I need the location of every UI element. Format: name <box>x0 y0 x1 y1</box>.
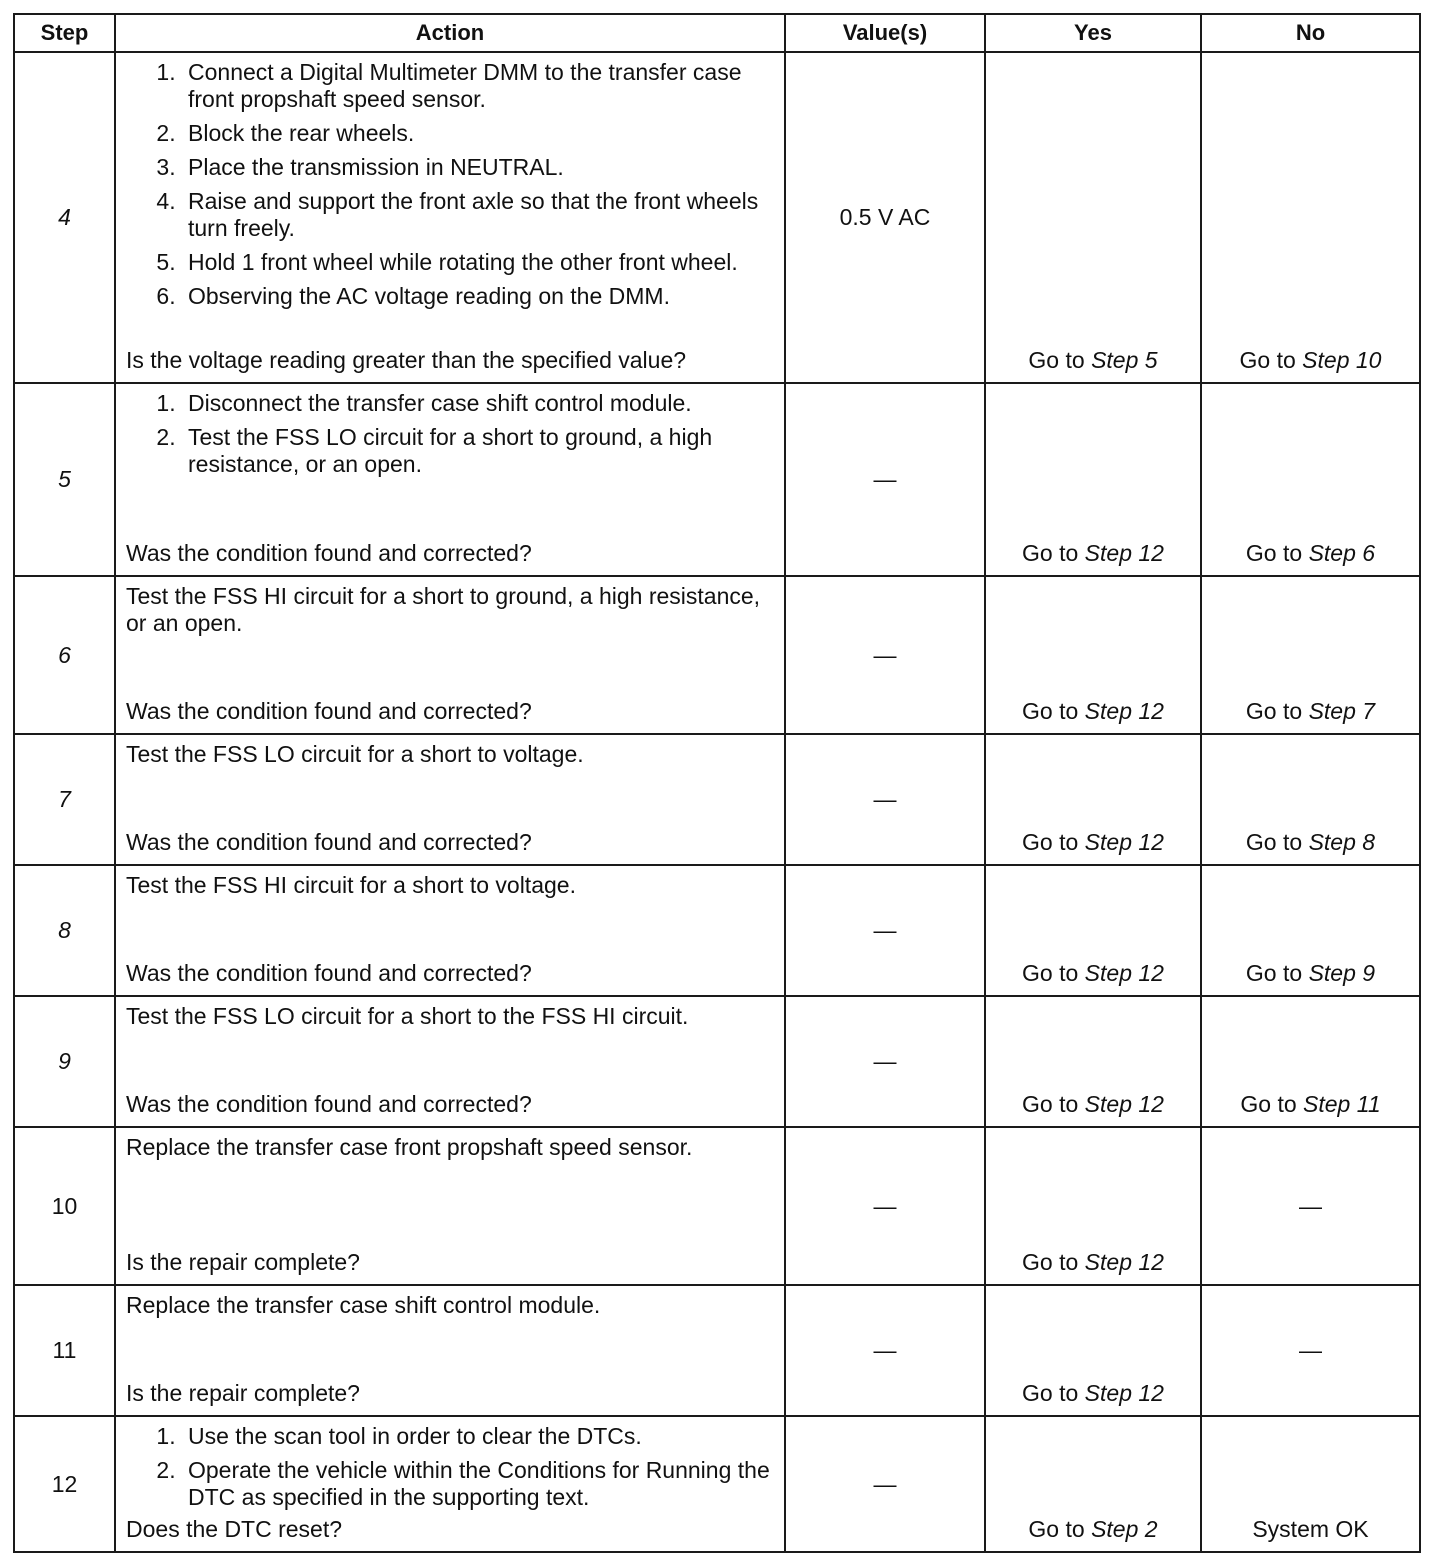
no-goto <box>1246 960 1375 986</box>
action-cell <box>115 865 785 996</box>
action-question: Was the condition found and corrected? <box>126 1091 532 1117</box>
value-cell: 0.5 V AC <box>785 52 985 383</box>
action-step: 2. Block the rear wheels. <box>182 120 776 147</box>
goto-target: Step 12 <box>1084 698 1164 724</box>
action-cell <box>115 576 785 734</box>
value-cell: — <box>785 1127 985 1285</box>
action-text: Replace the transfer case front propshaft speed sensor. <box>126 1134 693 1160</box>
action-content <box>126 384 776 573</box>
yes-cell <box>985 576 1201 734</box>
no-goto <box>1246 698 1375 724</box>
table-row <box>14 576 1420 734</box>
action-question: Is the repair complete? <box>126 1249 360 1275</box>
goto-target: Step 12 <box>1084 1249 1164 1275</box>
header-step: Step <box>14 14 115 52</box>
header-action: Action <box>115 14 785 52</box>
no-cell <box>1201 52 1420 383</box>
action-step: 3. Place the transmission in NEUTRAL. <box>182 154 776 181</box>
action-question: Was the condition found and corrected? <box>126 829 532 855</box>
action-content <box>126 1417 776 1549</box>
goto-prefix: Go to <box>1245 829 1303 855</box>
diagnostic-table <box>13 13 1421 1553</box>
yes-cell <box>985 734 1201 865</box>
action-content <box>126 53 776 380</box>
yes-cell <box>985 1285 1201 1416</box>
goto-target: Step 7 <box>1308 698 1376 724</box>
value-cell: — <box>785 576 985 734</box>
no-goto <box>1246 540 1375 566</box>
action-step: 2. Test the FSS LO circuit for a short to ground, a high resistance, or an open. <box>182 424 776 478</box>
goto-target: Step 9 <box>1308 960 1376 986</box>
goto-target: Step 10 <box>1302 347 1382 373</box>
goto-target: Step 5 <box>1091 347 1158 373</box>
table-row <box>14 1285 1420 1416</box>
action-question: Was the condition found and corrected? <box>126 540 532 566</box>
action-cell <box>115 996 785 1127</box>
table-row <box>14 1416 1420 1552</box>
goto-target: Step 2 <box>1091 1516 1158 1542</box>
table-row <box>14 52 1420 383</box>
goto-prefix: Go to <box>1028 1516 1085 1542</box>
goto-prefix: Go to <box>1239 347 1296 373</box>
yes-goto <box>1022 1380 1164 1406</box>
no-cell <box>1201 996 1420 1127</box>
goto-target: Step 8 <box>1308 829 1376 855</box>
goto-target: Step 6 <box>1308 540 1376 566</box>
goto-prefix: Go to <box>1028 347 1085 373</box>
table-row <box>14 865 1420 996</box>
goto-prefix: Go to <box>1245 698 1303 724</box>
action-question: Was the condition found and corrected? <box>126 698 532 724</box>
yes-goto <box>1022 698 1164 724</box>
table-row <box>14 1127 1420 1285</box>
goto-prefix: Go to <box>1022 1091 1079 1117</box>
action-text: Test the FSS HI circuit for a short to ground, a high resistance, or an open. <box>126 583 761 636</box>
action-cell <box>115 52 785 383</box>
action-text: Test the FSS LO circuit for a short to voltage. <box>126 741 584 767</box>
header-values: Value(s) <box>785 14 985 52</box>
step-number: 11 <box>14 1285 115 1416</box>
action-step: 6. Observing the AC voltage reading on the DMM. <box>182 283 776 310</box>
yes-goto <box>1022 829 1164 855</box>
action-content <box>126 1128 776 1282</box>
yes-goto <box>1028 347 1157 373</box>
action-step-list <box>126 59 776 310</box>
action-question: Does the DTC reset? <box>126 1516 343 1542</box>
no-goto <box>1240 347 1382 373</box>
action-step: 5. Hold 1 front wheel while rotating the other front wheel. <box>182 249 776 276</box>
step-number: 6 <box>14 576 115 734</box>
diagnostic-table-page <box>13 13 1419 1553</box>
table-row <box>14 734 1420 865</box>
header-yes: Yes <box>985 14 1201 52</box>
action-content <box>126 577 776 731</box>
no-goto <box>1246 829 1375 855</box>
no-cell: — <box>1201 1285 1420 1416</box>
action-step: 1. Use the scan tool in order to clear the DTCs. <box>182 1423 776 1450</box>
value-cell: — <box>785 996 985 1127</box>
goto-prefix: Go to <box>1022 1380 1079 1406</box>
no-goto <box>1240 1091 1380 1117</box>
action-content <box>126 997 776 1124</box>
header-row <box>14 14 1420 52</box>
yes-cell <box>985 1127 1201 1285</box>
goto-prefix: Go to <box>1022 1249 1079 1275</box>
step-number: 5 <box>14 383 115 576</box>
step-number: 8 <box>14 865 115 996</box>
action-content <box>126 866 776 993</box>
no-cell <box>1201 734 1420 865</box>
goto-target: Step 12 <box>1084 829 1164 855</box>
yes-cell <box>985 865 1201 996</box>
step-number: 10 <box>14 1127 115 1285</box>
step-number: 7 <box>14 734 115 865</box>
goto-prefix: Go to <box>1245 960 1303 986</box>
yes-goto <box>1022 960 1164 986</box>
action-step-list <box>126 390 776 485</box>
no-cell: — <box>1201 1127 1420 1285</box>
goto-prefix: Go to <box>1022 829 1079 855</box>
yes-goto <box>1022 1249 1164 1275</box>
action-cell <box>115 1127 785 1285</box>
goto-prefix: Go to <box>1022 698 1079 724</box>
action-text: Test the FSS LO circuit for a short to the FSS HI circuit. <box>126 1003 689 1029</box>
value-cell: — <box>785 734 985 865</box>
step-number: 12 <box>14 1416 115 1552</box>
value-cell: — <box>785 865 985 996</box>
value-cell: — <box>785 383 985 576</box>
action-text: Test the FSS HI circuit for a short to voltage. <box>126 872 576 898</box>
action-cell <box>115 734 785 865</box>
yes-cell <box>985 996 1201 1127</box>
table-row <box>14 383 1420 576</box>
no-cell: System OK <box>1201 1416 1420 1552</box>
yes-cell <box>985 383 1201 576</box>
no-cell <box>1201 865 1420 996</box>
action-question: Is the repair complete? <box>126 1380 360 1406</box>
action-step-list <box>126 1423 776 1511</box>
action-question: Was the condition found and corrected? <box>126 960 532 986</box>
goto-target: Step 12 <box>1084 1091 1164 1117</box>
yes-cell <box>985 1416 1201 1552</box>
yes-cell <box>985 52 1201 383</box>
goto-target: Step 12 <box>1084 960 1164 986</box>
action-step: 2. Operate the vehicle within the Conditions for Running the DTC as specified in the supporting text. <box>182 1457 776 1511</box>
step-number: 4 <box>14 52 115 383</box>
goto-target: Step 11 <box>1303 1091 1381 1117</box>
yes-goto <box>1022 540 1164 566</box>
action-step: 1. Connect a Digital Multimeter DMM to the transfer case front propshaft speed sensor. <box>182 59 776 113</box>
action-cell <box>115 1416 785 1552</box>
yes-goto <box>1028 1516 1157 1542</box>
action-step: 1. Disconnect the transfer case shift control module. <box>182 390 776 417</box>
header-no: No <box>1201 14 1420 52</box>
action-question: Is the voltage reading greater than the specified value? <box>126 347 687 373</box>
goto-prefix: Go to <box>1022 960 1079 986</box>
goto-target: Step 12 <box>1084 1380 1164 1406</box>
no-cell <box>1201 383 1420 576</box>
action-cell <box>115 1285 785 1416</box>
no-cell <box>1201 576 1420 734</box>
value-cell: — <box>785 1416 985 1552</box>
action-text: Replace the transfer case shift control module. <box>126 1292 601 1318</box>
value-cell: — <box>785 1285 985 1416</box>
table-row <box>14 996 1420 1127</box>
action-content <box>126 735 776 862</box>
step-number: 9 <box>14 996 115 1127</box>
action-step: 4. Raise and support the front axle so that the front wheels turn freely. <box>182 188 776 242</box>
action-content <box>126 1286 776 1413</box>
goto-target: Step 12 <box>1084 540 1164 566</box>
goto-prefix: Go to <box>1022 540 1079 566</box>
action-cell <box>115 383 785 576</box>
goto-prefix: Go to <box>1245 540 1303 566</box>
yes-goto <box>1022 1091 1164 1117</box>
goto-prefix: Go to <box>1240 1091 1297 1117</box>
